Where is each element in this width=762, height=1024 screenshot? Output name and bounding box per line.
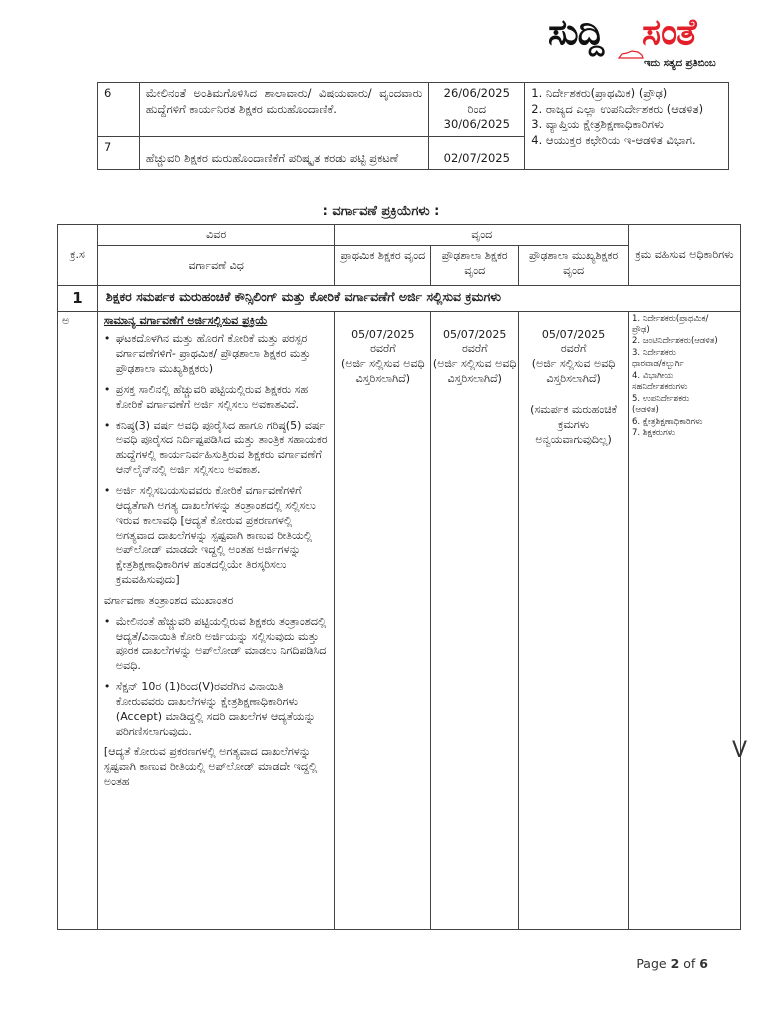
officer-item: 3. ನಿರ್ದೇಶಕರು bbox=[632, 347, 676, 358]
header-details: ವಿವರ bbox=[97, 225, 334, 246]
logo-word-sante: ಸಂತೆ bbox=[642, 12, 696, 53]
table-row bbox=[58, 311, 741, 929]
sub-description bbox=[97, 311, 334, 929]
officer-item: ಸಹನಿರ್ದೇಶಕರುಗಳು bbox=[632, 382, 688, 393]
head-teacher-note: (ಅರ್ಜಿ ಸಲ್ಲಿಸುವ ಅವಧಿ ವಿಸ್ತರಿಸಲಾಗಿದೆ) bbox=[531, 357, 616, 386]
officer-item: ಧಾರವಾಡ/ಕಲ್ಬುರ್ಗಿ bbox=[632, 359, 684, 370]
row-number: 7 bbox=[98, 136, 140, 170]
officers-cell bbox=[629, 311, 741, 929]
primary-cadre-cell bbox=[335, 311, 431, 929]
brand-logo bbox=[548, 10, 748, 74]
row-date: 02/07/2025 bbox=[429, 136, 525, 170]
head-teacher-extra-note: (ಸಮರ್ಪಕ ಮರುಹಂಚಿಕೆ ಕ್ರಮಗಳು ಅನ್ವಯವಾಗುವುದಿಲ್ಲ) bbox=[530, 402, 618, 446]
authority-item: 3. ವ್ಯಾಪ್ತಿಯ ಕ್ಷೇತ್ರಶಿಕ್ಷಣಾಧಿಕಾರಿಗಳು bbox=[531, 117, 664, 132]
list-item: • ಪ್ರಸಕ್ತ ಸಾಲಿನಲ್ಲಿ ಹೆಚ್ಚುವರಿ ಪಟ್ಟಿಯಲ್ಲಿರುವ ಶಿಕ್ಷಕರು ಸಹ ಕೋರಿಕೆ ವರ್ಗಾವಣೆಗೆ ಅರ್ಜಿ ಸಲ್ಲಿಸಲು ಅವಕಾಶವಿದೆ. bbox=[104, 383, 328, 413]
section-title: ಶಿಕ್ಷಕರ ಸಮರ್ಪಕ ಮರುಹಂಚಿಕೆ ಕೌನ್ಸಿಲಿಂಗ್ ಮತ್ತು ಕೋರಿಕೆ ವರ್ಗಾವಣೆಗೆ ಅರ್ಜಿ ಸಲ್ಲಿಸುವ ಕ್ರಮಗಳು bbox=[97, 286, 740, 311]
bullet-list-b bbox=[104, 615, 328, 740]
authority-item: 1. ನಿರ್ದೇಶಕರು(ಪ್ರಾಥಮಿಕ) (ಪ್ರೌಢ) bbox=[531, 86, 668, 100]
page-total: 6 bbox=[699, 956, 708, 971]
sub-label: ಅ bbox=[58, 311, 98, 929]
list-item: • ಸೆಕ್ಷನ್ 10ರ (1)ರಿಂದ(V)ರವರೆಗಿನ ವಿನಾಯಿತಿ ಕೋರುವವರು ದಾಖಲೆಗಳನ್ನು ಕ್ಷೇತ್ರಶಿಕ್ಷಣಾಧಿಕಾರಿಗಳು (Accept) ಮಾಡಿದ್ದಲ್ಲಿ ಸದರಿ ದಾಖಲೆಗಳ ಆದ್ಯತೆಯನ್ನು ಪರಿಗಣಿಸಲಾಗುವುದು. bbox=[104, 680, 328, 739]
header-serial: ಕ್ರ.ಸ bbox=[58, 225, 98, 286]
schedule-table-continued bbox=[97, 82, 729, 170]
officer-item: 2. ಜಂಟಿನಿರ್ದೇಶಕರು(ಆಡಳಿತ) bbox=[632, 336, 718, 347]
officer-item: ಪ್ರೌಢ) bbox=[632, 325, 650, 336]
row-authorities bbox=[525, 83, 729, 170]
officer-item: 1. ನಿರ್ದೇಶಕರು(ಪ್ರಾಥಮಿಕ/ bbox=[632, 313, 709, 324]
page-number bbox=[636, 956, 708, 971]
header-row bbox=[58, 225, 741, 246]
logo-word-suddi: ಸುದ್ದಿ bbox=[548, 12, 604, 53]
transfer-process-table bbox=[57, 224, 741, 930]
car-icon bbox=[618, 50, 644, 60]
officer-item: 5. ಉಪನಿರ್ದೇಶಕರು bbox=[632, 393, 690, 404]
authority-item: 2. ರಾಜ್ಯದ ಎಲ್ಲಾ ಉಪನಿರ್ದೇಶಕರು (ಆಡಳಿತ) bbox=[531, 101, 704, 116]
header-high-school: ಪ್ರೌಢಶಾಲಾ ಶಿಕ್ಷಕರ ವೃಂದ bbox=[431, 246, 519, 286]
bullet-list-a bbox=[104, 332, 328, 588]
row-number: 6 bbox=[98, 83, 140, 137]
primary-date: 05/07/2025 bbox=[351, 327, 415, 341]
page-of: of bbox=[683, 956, 696, 971]
authority-item: 4. ಆಯುಕ್ತರ ಕಛೇರಿಯ ಇ-ಆಡಳಿತ ವಿಭಾಗ. bbox=[531, 132, 696, 147]
header-head-teacher: ಪ್ರೌಢಶಾಲಾ ಮುಖ್ಯಶಿಕ್ಷಕರ ವೃಂದ bbox=[519, 246, 629, 286]
high-school-note: (ಅರ್ಜಿ ಸಲ್ಲಿಸುವ ಅವಧಿ ವಿಸ್ತರಿಸಲಾಗಿದೆ) bbox=[432, 357, 517, 386]
page-current: 2 bbox=[670, 956, 680, 971]
mid-line: ವರ್ಗಾವಣಾ ತಂತ್ರಾಂಶದ ಮುಖಾಂತರ bbox=[103, 593, 234, 607]
head-teacher-cadre-cell bbox=[519, 311, 629, 929]
section-number: 1 bbox=[58, 286, 98, 311]
list-item: • ಘಟಕದೊಳಗಿನ ಮತ್ತು ಹೊರಗೆ ಕೋರಿಕೆ ಮತ್ತು ಪರಸ್ಪರ ವರ್ಗಾವಣೆಗಳಿಗೆ- ಪ್ರಾಥಮಿಕ/ ಪ್ರೌಢಶಾಲಾ ಶಿಕ್ಷಕರ ಮತ್ತು ಪ್ರೌಢಶಾಲಾ ಮುಖ್ಯಶಿಕ್ಷಕರು) bbox=[104, 332, 328, 377]
officer-item: 6. ಕ್ಷೇತ್ರಶಿಕ್ಷಣಾಧಿಕಾರಿಗಳು bbox=[632, 416, 703, 427]
handwritten-check-mark: V bbox=[732, 738, 748, 763]
list-item: • ಮೇಲಿನಂತೆ ಹೆಚ್ಚುವರಿ ಪಟ್ಟಿಯಲ್ಲಿರುವ ಶಿಕ್ಷಕರು ತಂತ್ರಾಂಶದಲ್ಲಿ ಆದ್ಯತೆ/ವಿನಾಯಿತಿ ಕೋರಿ ಅರ್ಜಿಯನ್ನು ಸಲ್ಲಿಸುವುದು ಮತ್ತು ಪೂರಕ ದಾಖಲೆಗಳನ್ನು ಅಪ್‌ಲೋಡ್ ಮಾಡಲು ನಿಗದಿಪಡಿಸಿದ ಅವಧಿ. bbox=[104, 615, 328, 674]
row-date: 26/06/2025 ರಿಂದ 30/06/2025 bbox=[429, 83, 525, 137]
list-item: • ಕನಿಷ್ಠ(3) ವರ್ಷ ಅವಧಿ ಪೂರೈಸಿದ ಹಾಗೂ ಗರಿಷ್ಠ(5) ವರ್ಷ ಅವಧಿ ಪೂರೈಸದ ನಿರ್ದಿಷ್ಟಪಡಿಸಿದ ಮತ್ತು ತಾಂತ್ರಿಕ ಸಹಾಯಕರ ಹುದ್ದೆಗಳಲ್ಲಿ ಕಾರ್ಯನಿರ್ವಹಿಸುತ್ತಿರುವ ಶಿಕ್ಷಕರು ವರ್ಗಾವಣೆಗೆ ಆನ್‌ಲೈನ್‌ನಲ್ಲಿ ಅರ್ಜಿ ಸಲ್ಲಿಸಲು ಅವಕಾಶ. bbox=[104, 419, 328, 478]
high-school-until: ರವರೆಗೆ bbox=[461, 342, 488, 356]
section-title-row bbox=[58, 286, 741, 311]
high-school-date: 05/07/2025 bbox=[443, 327, 507, 341]
primary-until: ರವರೆಗೆ bbox=[370, 342, 396, 356]
logo-tagline: ಇದು ಸತ್ಯದ ಪ್ರತಿಬಿಂಬ bbox=[644, 58, 716, 69]
row-description: ಹೆಚ್ಚುವರಿ ಶಿಕ್ಷಕರ ಮರುಹೊಂದಾಣಿಕೆಗೆ ಪರಿಷ್ಕೃತ ಕರಡು ಪಟ್ಟಿ ಪ್ರಕಟಣೆ bbox=[139, 136, 428, 170]
closing-paragraph: [ಆದ್ಯತೆ ಕೋರುವ ಪ್ರಕರಣಗಳಲ್ಲಿ ಅಗತ್ಯವಾದ ದಾಖಲೆಗಳನ್ನು ಸ್ಪಷ್ಟವಾಗಿ ಕಾಣುವ ರೀತಿಯಲ್ಲಿ ಅಪ್‌ಲೋಡ್ ಮಾಡದೇ ಇದ್ದಲ್ಲಿ ಅಂತಹ bbox=[103, 745, 318, 789]
officer-item: 4. ವಿಭಾಗೀಯ bbox=[632, 370, 674, 381]
row-description: ಮೇಲಿನಂತೆ ಅಂತಿಮಗೊಳಿಸಿದ ಶಾಲಾವಾರು/ ವಿಷಯವಾರು/ ವೃಂದವಾರು ಹುದ್ದೆಗಳಿಗೆ ಕಾರ್ಯನಿರತ ಶಿಕ್ಷಕರ ಮರುಹೊಂದಾಣಿಕೆ. bbox=[139, 83, 428, 137]
list-item: • ಅರ್ಜಿ ಸಲ್ಲಿಸಬಯಸುವವರು ಕೋರಿಕೆ ವರ್ಗಾವಣೆಗಳಿಗೆ ಆದ್ಯತೆಗಾಗಿ ಅಗತ್ಯ ದಾಖಲೆಗಳನ್ನು ತಂತ್ರಾಂಶದಲ್ಲಿ ಸಲ್ಲಿಸಲು ಇರುವ ಕಾಲಾವಧಿ [ಆದ್ಯತೆ ಕೋರುವ ಪ್ರಕರಣಗಳಲ್ಲಿ ಅಗತ್ಯವಾದ ದಾಖಲೆಗಳನ್ನು ಸ್ಪಷ್ಟವಾಗಿ ಕಾಣುವ ರೀತಿಯಲ್ಲಿ ಅಪ್‌ಲೋಡ್ ಮಾಡದೇ ಇದ್ದಲ್ಲಿ ಅಂತಹ ಅರ್ಜಿಗಳನ್ನು ಕ್ಷೇತ್ರಶಿಕ್ಷಣಾಧಿಕಾರಿಗಳ ಹಂತದಲ್ಲಿಯೇ ತಿರಸ್ಕರಿಸಲು ಕ್ರಮವಹಿಸುವುದು] bbox=[104, 484, 328, 588]
head-teacher-until: ರವರೆಗೆ bbox=[560, 342, 587, 356]
high-school-cadre-cell bbox=[431, 311, 519, 929]
table-row bbox=[98, 83, 729, 137]
page-prefix: Page bbox=[636, 956, 667, 971]
sub-title: ಸಾಮಾನ್ಯ ವರ್ಗಾವಣೆಗೆ ಅರ್ಜಿಸಲ್ಲಿಸುವ ಪ್ರಕ್ರಿಯೆ bbox=[103, 313, 268, 327]
officer-item: (ಆಡಳಿತ) bbox=[632, 405, 659, 416]
section-heading: : ವರ್ಗಾವಣೆ ಪ್ರಕ್ರಿಯೆಗಳು : bbox=[322, 204, 440, 219]
primary-note: (ಅರ್ಜಿ ಸಲ್ಲಿಸುವ ಅವಧಿ ವಿಸ್ತರಿಸಲಾಗಿದೆ) bbox=[341, 357, 425, 386]
officer-item: 7. ಶಿಕ್ಷಕರುಗಳು bbox=[632, 428, 676, 439]
header-officers: ಕ್ರಮ ವಹಿಸುವ ಅಧಿಕಾರಿಗಳು bbox=[629, 225, 741, 286]
header-transfer-type: ವರ್ಗಾವಣೆ ವಿಧ bbox=[97, 246, 334, 286]
header-primary: ಪ್ರಾಥಮಿಕ ಶಿಕ್ಷಕರ ವೃಂದ bbox=[335, 246, 431, 286]
header-cadre: ವೃಂದ bbox=[335, 225, 629, 246]
head-teacher-date: 05/07/2025 bbox=[541, 327, 606, 341]
